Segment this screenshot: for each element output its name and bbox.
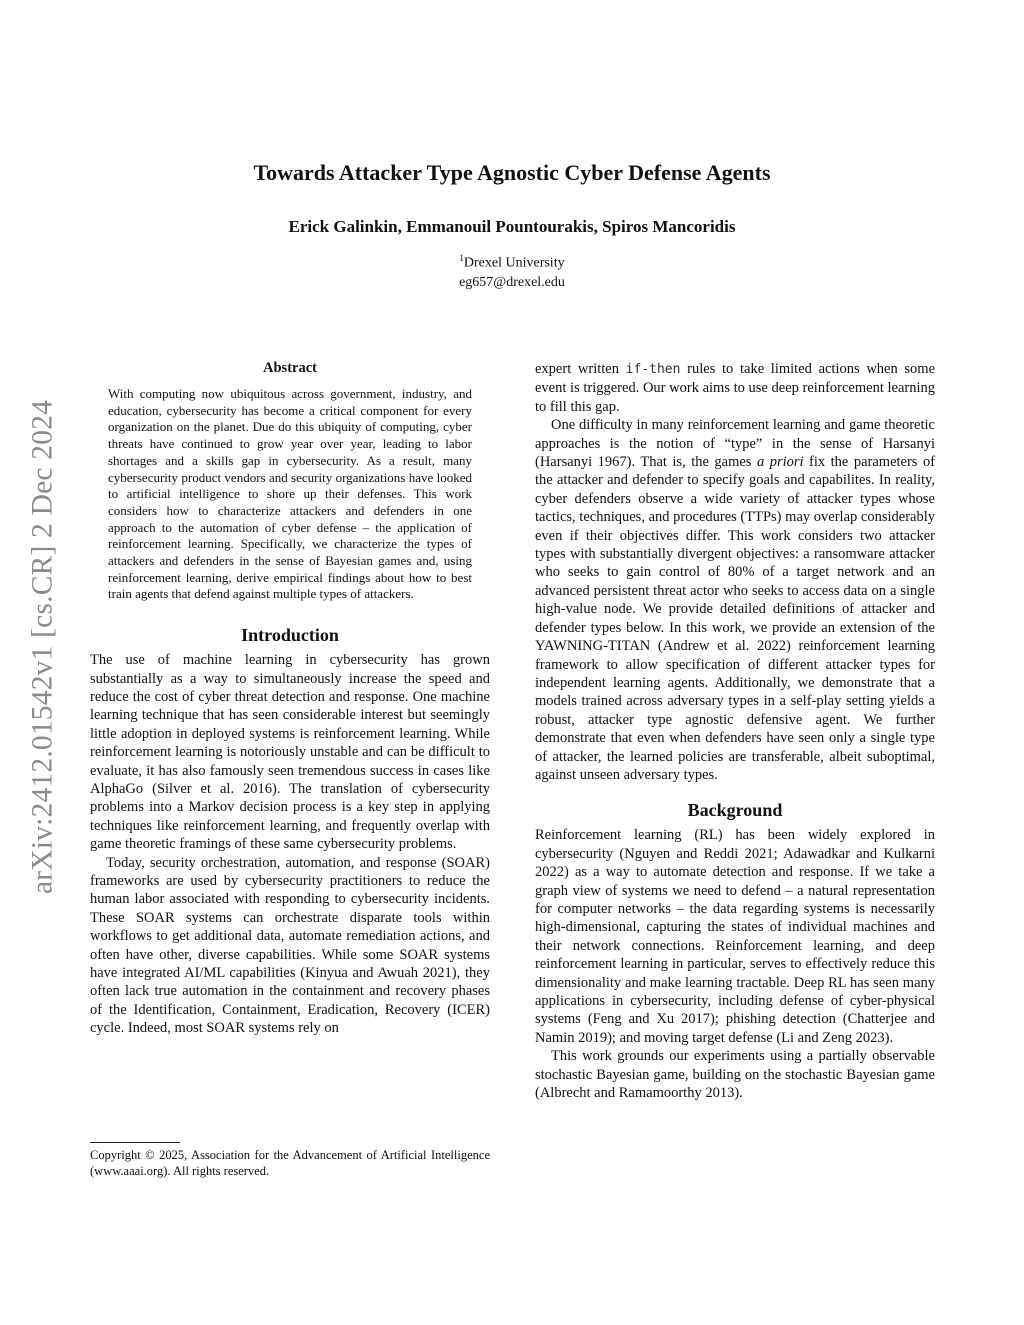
copyright-footnote: Copyright © 2025, Association for the Advancement of Artificial Intelligence (www.aaai.org). All rights reserved. [90, 1148, 490, 1178]
footnote-block [90, 1142, 490, 1179]
author-list: Erick Galinkin, Emmanouil Pountourakis, Spiros Mancoridis [288, 217, 736, 236]
background-paragraph-2: This work grounds our experiments using a partially observable stochastic Bayesian game, building on the stochastic Bayesian game (Albrecht and Ramamoorthy 2013). [535, 1048, 935, 1102]
abstract-heading: Abstract [263, 360, 317, 376]
introduction-heading: Introduction [241, 625, 339, 646]
affiliation-marker: 1 [459, 253, 464, 263]
intro-paragraph-3 [535, 360, 935, 416]
footnote-rule [90, 1142, 180, 1143]
background-paragraph-1: Reinforcement learning (RL) has been widely explored in cybersecurity (Nguyen and Reddi 2021; Adawadkar and Kulkarni 2022) as a way to automate detection and response. If we take a graph view of systems we need to defend – a natural representation for computer networks – the data regarding systems is necessarily high-dimensional, capturing the states of individual machines and their network connections. Reinforcement learning, and deep reinforcement learning in particular, serves to effectively reduce this dimensionality and make learning tractable. Deep RL has seen many applications in cybersecurity, including defense of cyber-physical systems (Feng and Xu 2017); phishing detection (Chatterjee and Namin 2019); and moving target defense (Li and Zeng 2023). [535, 827, 935, 1046]
affiliation-name: Drexel University [463, 255, 565, 271]
left-column [90, 360, 490, 1178]
intro-p3-end: rules to take limited actions when some event is triggered. Our work aims to use deep reinforcement learning to fill this gap. [535, 361, 936, 415]
author-email: eg657@drexel.edu [459, 274, 565, 290]
background-heading: Background [687, 800, 783, 821]
a-priori-italic: a priori [756, 454, 804, 471]
right-column [535, 360, 935, 1102]
arxiv-watermark [18, 357, 68, 937]
intro-p3-start: expert written [535, 361, 619, 377]
if-then-code: if-then [625, 362, 681, 377]
intro-p4-start: One difficulty in many reinforcement learning and game theoretic approaches is the notion of “type” in the sense of Harsanyi (Harsanyi 1967). That is, the games [535, 417, 935, 471]
affiliation-block [0, 249, 1024, 292]
intro-p4-end: fix the parameters of the attacker and defender to specify goals and capabilites. In reality, cyber defenders observe a wide variety of attacker types whose tactics, techniques, and procedures (TTPs) may overlap considerably even if their objectives differ. This work considers two attacker types with substantially divergent objectives: a ransomware attacker who seeks to gain control of 80% of a target network and an advanced persistent threat actor who seeks to access data on a single high-value node. We provide detailed definitions of attacker and defender types below. In this work, we provide an extension of the YAWNING-TITAN (Andrew et al. 2022) reinforcement learning framework to allow specification of different attacker types for independent learning agents. Additionally, we demonstrate that a models trained across adversary types in a self-play setting yields a robust, attacker type agnostic defensive agent. We further demonstrate that even when defenders have seen only a single type of attacker, the learned policies are transferable, albeit suboptimal, against unseen adversary types. [535, 454, 936, 783]
arxiv-watermark-text: arXiv:2412.01542v1 [cs.CR] 2 Dec 2024 [26, 399, 59, 895]
intro-paragraph-1: The use of machine learning in cybersecurity has grown substantially as a way to simultaneously increase the speed and reduce the cost of cyber threat detection and response. One machine learning technique that has seen considerable interest but seemingly little adoption in deployed systems is reinforcement learning. While reinforcement learning is notoriously unstable and can be difficult to evaluate, it has also famously seen tremendous success in cases like AlphaGo (Silver et al. 2016). The translation of cybersecurity problems into a Markov decision process is a key step in applying techniques like reinforcement learning, and frequently overlap with game theoretic framings of these same cybersecurity problems. [90, 652, 490, 853]
paper-title: Towards Attacker Type Agnostic Cyber Defense Agents [253, 160, 771, 185]
intro-paragraph-2: Today, security orchestration, automation, and response (SOAR) frameworks are used by cybersecurity practitioners to reduce the human labor associated with responding to cybersecurity incidents. These SOAR systems can orchestrate disparate tools within workflows to get additional data, automate remediation actions, and often have other, diverse capabilities. While some SOAR systems have integrated AI/ML capabilities (Kinyua and Awuah 2021), they often lack true automation in the containment and recovery phases of the Identification, Containment, Eradication, Recovery (ICER) cycle. Indeed, most SOAR systems rely on [90, 854, 490, 1037]
intro-paragraph-4 [535, 416, 935, 784]
abstract-text: With computing now ubiquitous across government, industry, and education, cybersecurity has become a critical component for every organization on the planet. Due do this ubiquity of computing, cyber threats have continued to grow year over year, leading to labor shortages and a skills gap in cybersecurity. As a result, many cybersecurity product vendors and security organizations have looked to artificial intelligence to shore up their defenses. This work considers how to characterize attackers and defenders in one approach to the automation of cyber defense – the application of reinforcement learning. Specifically, we characterize the types of attackers and defenders in the sense of Bayesian games and, using reinforcement learning, derive empirical findings about how to best train agents that defend against multiple types of attackers. [108, 386, 472, 602]
